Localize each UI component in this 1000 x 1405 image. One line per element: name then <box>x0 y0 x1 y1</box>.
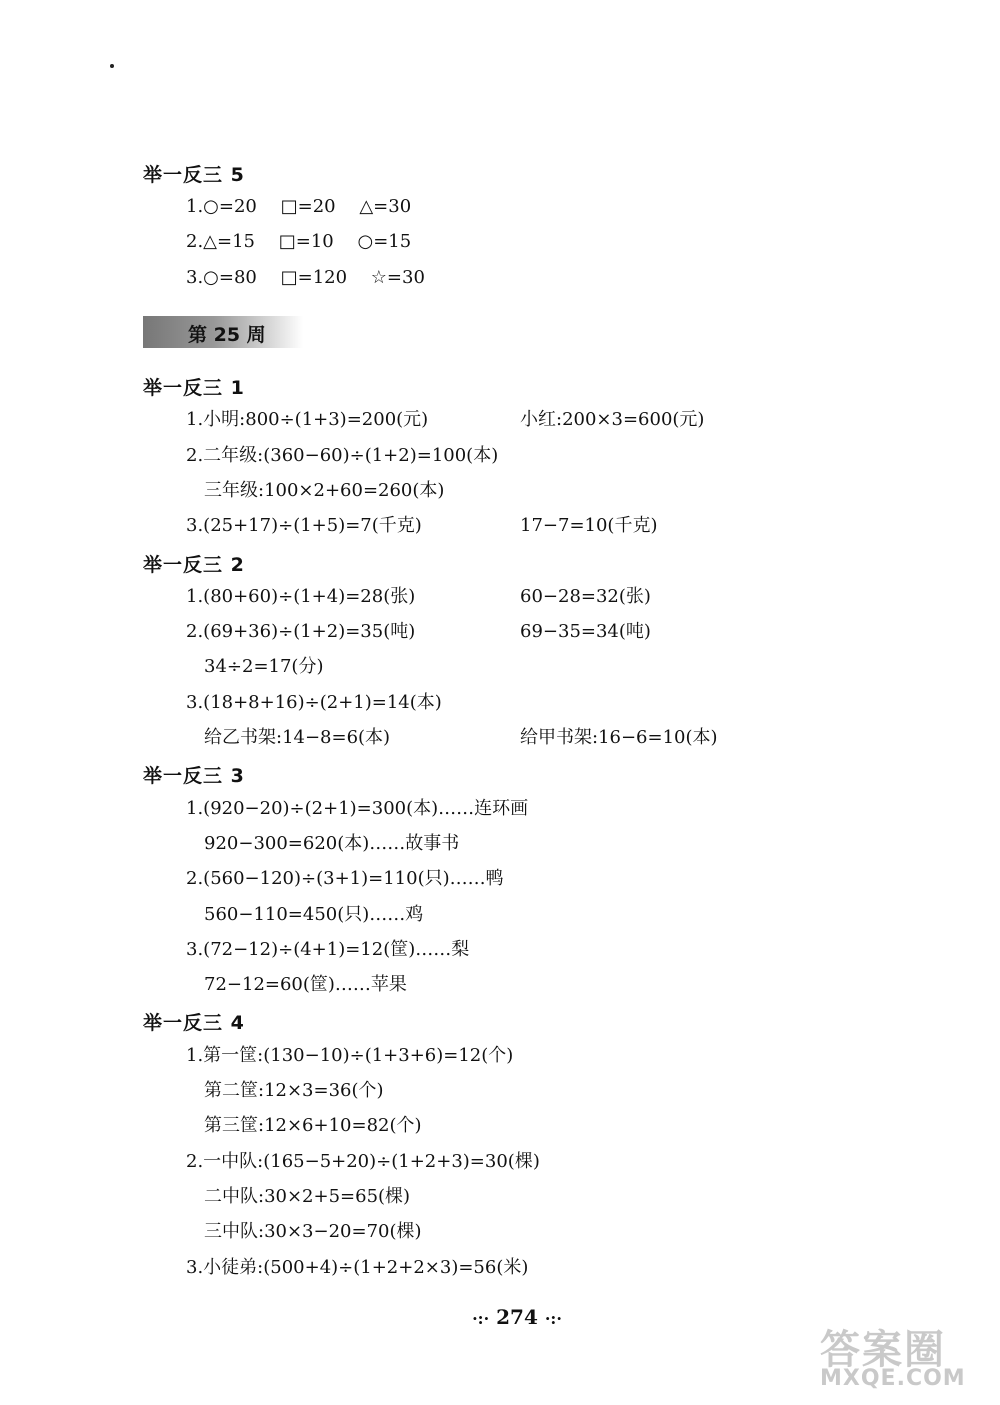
answer-text: 1.(920−20)÷(2+1)=300(本)……连环画 <box>186 797 529 819</box>
answer-text: 2.二年级:(360−60)÷(1+2)=100(本) <box>186 444 499 466</box>
section-title: 举一反三 1 <box>143 377 245 399</box>
answer-text: 三中队:30×3−20=70(棵) <box>204 1221 422 1243</box>
answer-line <box>204 1079 384 1103</box>
answer-text: 2.(560−120)÷(3+1)=110(只)……鸭 <box>186 868 504 890</box>
answer-text-secondary: 给甲书架:16−6=10(本) <box>520 727 718 748</box>
answer-line <box>204 1185 410 1209</box>
answer-line <box>186 797 528 821</box>
answer-text: 920−300=620(本)……故事书 <box>204 832 460 854</box>
answer-line <box>204 726 718 750</box>
answer-text: 第三筐:12×6+10=82(个) <box>204 1115 422 1137</box>
answer-text: 2.(69+36)÷(1+2)=35(吨) <box>186 621 416 643</box>
section-title: 举一反三 4 <box>143 1012 245 1035</box>
answer-text: 72−12=60(筐)……苹果 <box>204 974 407 996</box>
answer-line <box>186 1150 540 1174</box>
answer-text: 给乙书架:14−8=6(本) <box>204 727 391 748</box>
answer-text-secondary: 小红:200×3=600(元) <box>520 409 705 431</box>
answer-text: 560−110=450(只)……鸡 <box>204 903 424 925</box>
page-number <box>462 1305 572 1329</box>
watermark <box>810 1318 990 1398</box>
answer-item: 2.△=15 <box>186 231 256 252</box>
answer-line <box>186 691 442 715</box>
answer-text: 3.(18+8+16)÷(2+1)=14(本) <box>186 691 442 713</box>
answer-item: 3.○=80 <box>186 267 257 288</box>
answer-line <box>204 903 423 927</box>
answer-line <box>186 585 651 609</box>
answer-line <box>204 1114 422 1138</box>
answer-line <box>204 1220 422 1244</box>
page-number-text: 274 <box>496 1305 538 1329</box>
answer-line <box>186 1044 513 1068</box>
answer-item: △=30 <box>359 196 412 217</box>
answer-line <box>186 1256 528 1280</box>
answer-line <box>204 479 444 503</box>
section-title: 举一反三 2 <box>143 553 245 576</box>
answer-item: ☆=30 <box>370 267 425 288</box>
watermark-url: MXQE.COM <box>820 1366 966 1391</box>
answer-text: 34÷2=17(分) <box>204 656 324 678</box>
answer-item: □=120 <box>280 267 348 288</box>
answer-line <box>186 938 469 962</box>
section-title: 举一反三 3 <box>143 765 245 788</box>
week-banner-label: 第 25 周 <box>188 324 266 346</box>
answer-text: 三年级:100×2+60=260(本) <box>204 479 445 501</box>
answer-text: 2.一中队:(165−5+20)÷(1+2+3)=30(棵) <box>186 1150 540 1172</box>
answer-text: 1.第一筐:(130−10)÷(1+3+6)=12(个) <box>186 1044 514 1066</box>
answer-text-secondary: 60−28=32(张) <box>520 585 651 607</box>
answer-row <box>186 266 443 290</box>
answer-item: □=10 <box>278 231 334 252</box>
section-title-5: 举一反三 5 <box>143 164 245 186</box>
answer-text: 1.(80+60)÷(1+4)=28(张) <box>186 585 416 607</box>
page-dots-right: ·:· <box>544 1309 562 1328</box>
answer-row <box>186 195 429 219</box>
answer-line <box>204 832 459 856</box>
answer-line <box>204 973 407 997</box>
answer-text-secondary: 17−7=10(千克) <box>520 515 658 537</box>
scan-speck <box>110 64 114 68</box>
week-banner <box>143 316 303 348</box>
answer-line <box>186 620 651 644</box>
answer-item: ○=15 <box>357 231 412 252</box>
answer-text-secondary: 69−35=34(吨) <box>520 621 651 643</box>
answer-line <box>186 514 658 538</box>
answer-line <box>204 655 323 679</box>
answer-text: 1.小明:800÷(1+3)=200(元) <box>186 409 429 431</box>
answer-text: 第二筐:12×3=36(个) <box>204 1080 384 1101</box>
watermark-text: 答案圈 <box>820 1327 946 1373</box>
answer-text: 3.(25+17)÷(1+5)=7(千克) <box>186 515 422 537</box>
answer-text: 3.小徒弟:(500+4)÷(1+2+2×3)=56(米) <box>186 1256 529 1278</box>
answer-text: 二中队:30×2+5=65(棵) <box>204 1185 411 1207</box>
answer-text: 3.(72−12)÷(4+1)=12(筐)……梨 <box>186 938 470 960</box>
answer-item: 1.○=20 <box>186 196 257 217</box>
answer-line <box>186 408 705 432</box>
answer-row <box>186 230 429 254</box>
answer-line <box>186 444 498 468</box>
page-dots-left: ·:· <box>472 1309 490 1328</box>
answer-item: □=20 <box>280 196 336 217</box>
answer-line <box>186 867 504 891</box>
